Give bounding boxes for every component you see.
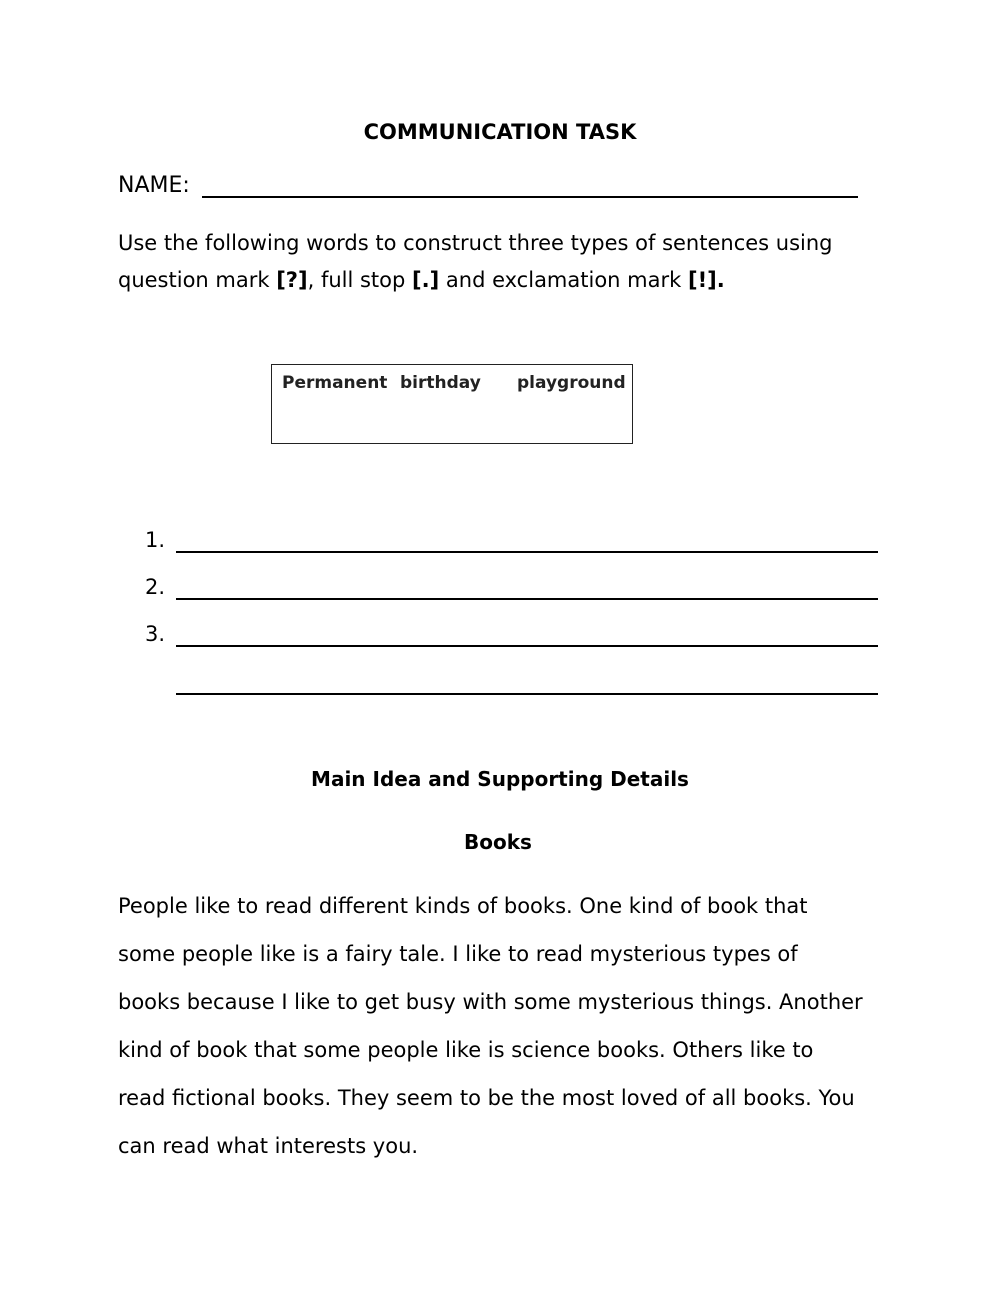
worksheet-title: COMMUNICATION TASK	[363, 120, 637, 144]
question-mark-symbol: [?]	[276, 268, 308, 292]
passage-line: some people like is a fairy tale. I like to read mysterious types of	[118, 942, 798, 966]
answer-line-extra[interactable]	[176, 693, 878, 695]
name-label: NAME:	[118, 173, 190, 198]
answer-number-1: 1.	[145, 528, 166, 552]
answer-number-3: 3.	[145, 622, 166, 646]
answer-line-1[interactable]	[176, 551, 878, 553]
passage-line: People like to read different kinds of books. One kind of book that	[118, 894, 808, 918]
instructions	[118, 225, 898, 299]
passage-line: books because I like to get busy with some mysterious things. Another	[118, 990, 863, 1014]
passage	[118, 882, 898, 1170]
passage-line: kind of book that some people like is science books. Others like to	[118, 1038, 814, 1062]
word-permanent: Permanent	[282, 373, 388, 393]
answer-line-3[interactable]	[176, 645, 878, 647]
full-stop-symbol: [.]	[412, 268, 440, 292]
passage-line: can read what interests you.	[118, 1134, 419, 1158]
passage-line: read fictional books. They seem to be the most loved of all books. You	[118, 1086, 855, 1110]
word-birthday: birthday	[400, 373, 481, 393]
instructions-line-1: Use the following words to construct three types of sentences using	[118, 231, 833, 255]
instruction-text-b: , full stop	[307, 268, 413, 292]
instruction-text-a: question mark	[118, 268, 277, 292]
word-playground: playground	[517, 373, 626, 393]
exclamation-mark-symbol: [!].	[687, 268, 725, 292]
answer-number-2: 2.	[145, 575, 166, 599]
instruction-text-c: and exclamation mark	[439, 268, 688, 292]
word-box	[271, 364, 633, 444]
name-field-line[interactable]	[202, 196, 858, 198]
section-heading: Main Idea and Supporting Details	[311, 767, 689, 791]
instructions-line-2	[118, 262, 898, 299]
passage-title: Books	[464, 830, 532, 854]
answer-line-2[interactable]	[176, 598, 878, 600]
